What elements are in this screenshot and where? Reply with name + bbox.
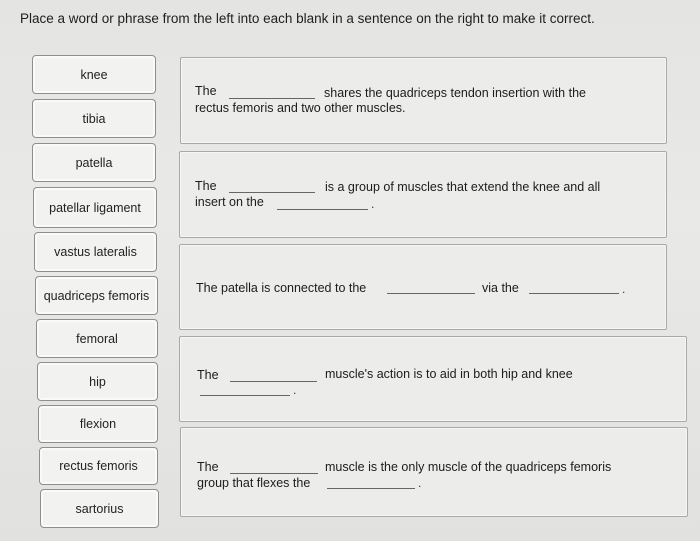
word-option-vastus-lateralis[interactable]: vastus lateralis [34,232,157,272]
answer-blank[interactable] [230,381,317,382]
sentence-punctuation: . [293,383,297,397]
sentence-text: rectus femoris and two other muscles. [195,101,406,115]
sentence-text: muscle's action is to aid in both hip and knee [325,367,573,381]
sentence-text: The [197,460,219,474]
sentence-box-5 [180,427,688,517]
word-option-hip[interactable]: hip [37,362,158,401]
answer-blank[interactable] [229,192,315,193]
question-instruction: Place a word or phrase from the left into each blank in a sentence on the right to make it correct. [20,11,595,26]
sentence-punctuation: . [371,197,375,211]
word-option-femoral[interactable]: femoral [36,319,158,358]
word-option-sartorius[interactable]: sartorius [40,489,159,528]
answer-blank[interactable] [529,293,619,294]
answer-blank[interactable] [229,98,315,99]
sentence-box-4 [179,336,687,422]
answer-blank[interactable] [387,293,475,294]
word-option-quadriceps-femoris[interactable]: quadriceps femoris [35,276,158,315]
sentence-text: is a group of muscles that extend the knee and all [325,180,601,194]
sentence-text: The patella is connected to the [196,281,367,295]
answer-blank[interactable] [230,473,318,474]
sentence-text: muscle is the only muscle of the quadriceps femoris [325,460,612,474]
sentence-text: group that flexes the [197,476,311,490]
sentence-text: The [195,84,217,98]
sentence-punctuation: . [622,282,626,296]
word-option-rectus-femoris[interactable]: rectus femoris [39,447,158,485]
answer-blank[interactable] [277,209,368,210]
answer-blank[interactable] [327,488,415,489]
sentence-text: The [195,179,217,193]
sentence-box-1 [180,57,667,144]
sentence-text: shares the quadriceps tendon insertion with the [324,86,586,100]
answer-blank[interactable] [200,395,290,396]
word-option-tibia[interactable]: tibia [32,99,156,138]
sentence-text: via the [482,281,519,295]
word-option-flexion[interactable]: flexion [38,405,158,443]
word-option-patella[interactable]: patella [32,143,156,182]
sentence-text: insert on the [195,195,264,209]
sentence-box-2 [179,151,667,238]
word-option-knee[interactable]: knee [32,55,156,94]
word-option-patellar-ligament[interactable]: patellar ligament [33,187,157,228]
sentence-box-3 [179,244,667,330]
sentence-punctuation: . [418,476,422,490]
sentence-text: The [197,368,219,382]
